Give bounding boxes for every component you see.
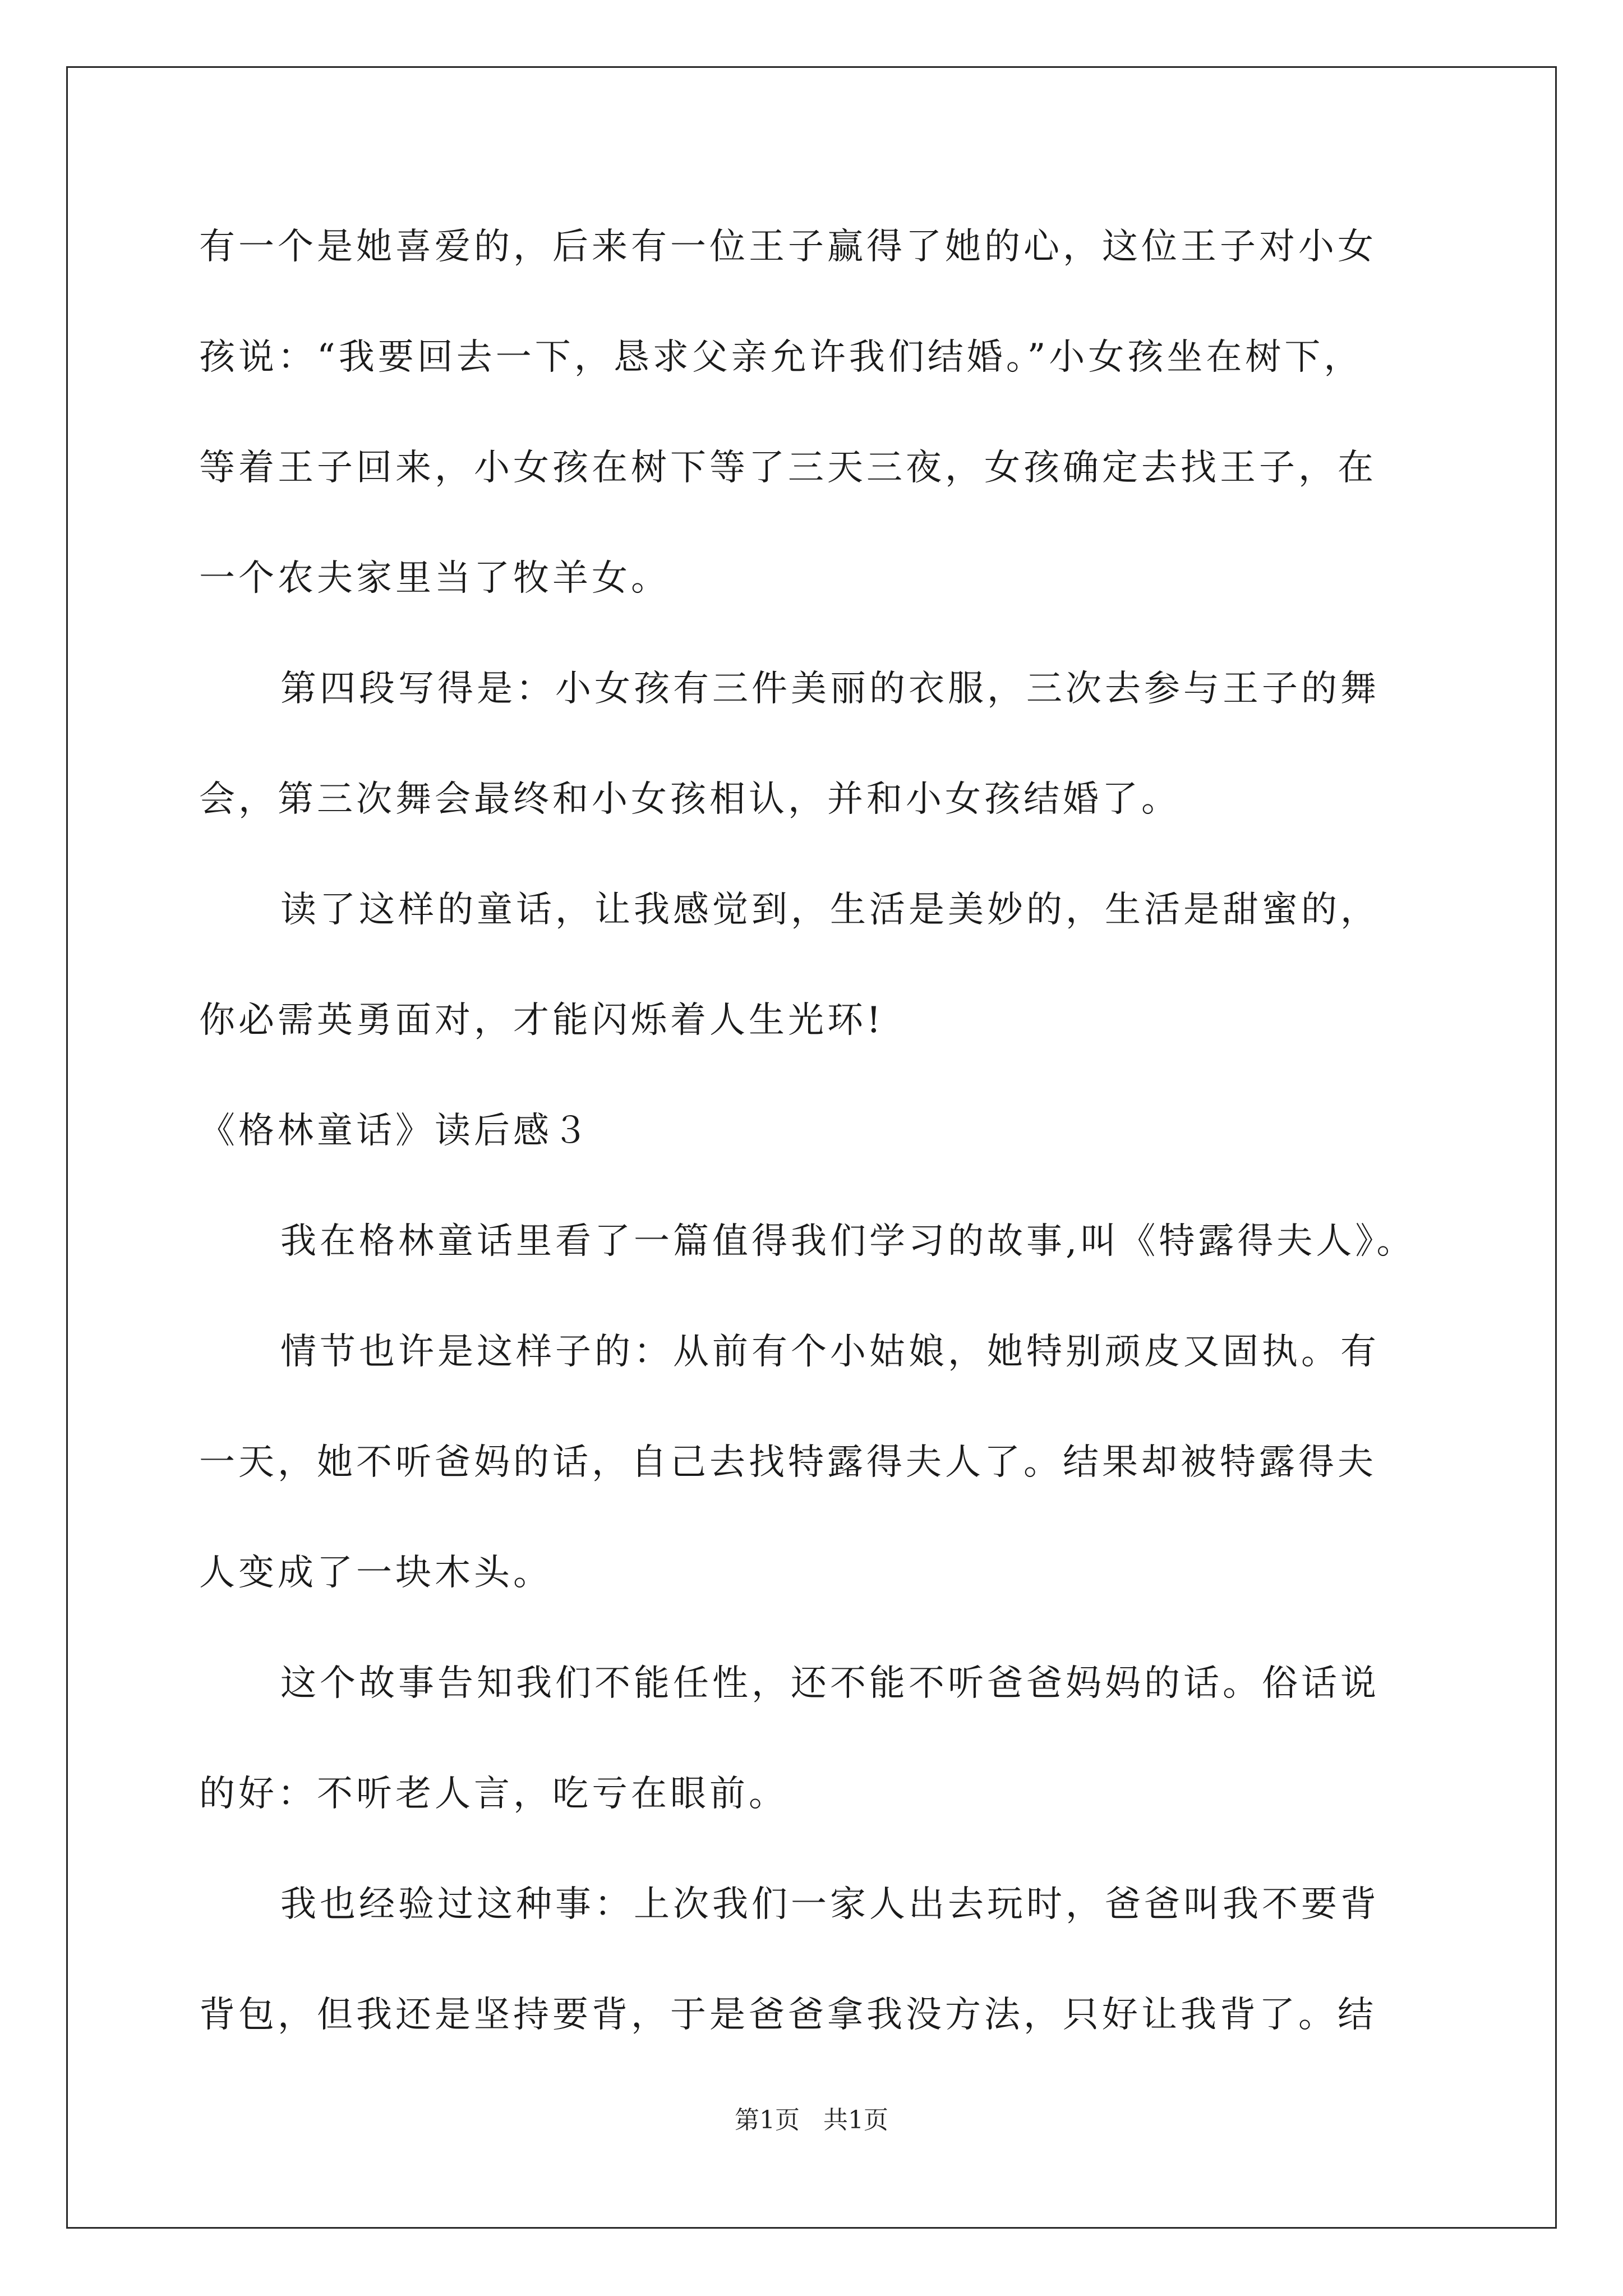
text-line: 会，第三次舞会最终和小女孩相认，并和小女孩结婚了。 bbox=[199, 779, 1181, 820]
paragraph-first-line: 这个故事告知我们不能任性，还不能不听爸爸妈妈的话。俗话说 bbox=[280, 1663, 1380, 1704]
paragraph-first-line: 情节也许是这样子的：从前有个小姑娘，她特别顽皮又固执。有 bbox=[280, 1331, 1380, 1373]
text-line: 的好：不听老人言，吃亏在眼前。 bbox=[199, 1773, 788, 1815]
paragraph-first-line: 我也经验过这种事：上次我们一家人出去玩时，爸爸叫我不要背 bbox=[280, 1884, 1380, 1925]
text-line: 孩说：“我要回去一下，恳求父亲允许我们结婚。”小女孩坐在树下， bbox=[199, 337, 1363, 378]
text-line: 背包，但我还是坚持要背，于是爸爸拿我没方法，只好让我背了。结 bbox=[199, 1994, 1377, 2036]
page-footer: 第1页 共1页 bbox=[735, 2106, 888, 2134]
text-line: 人变成了一块木头。 bbox=[199, 1552, 552, 1594]
paragraph-first-line: 第四段写得是：小女孩有三件美丽的衣服，三次去参与王子的舞 bbox=[280, 668, 1380, 710]
text-line: 你必需英勇面对，才能闪烁着人生光环! bbox=[199, 1000, 884, 1041]
section-heading: 《格林童话》读后感３ bbox=[199, 1110, 592, 1152]
text-line: 有一个是她喜爱的，后来有一位王子赢得了她的心，这位王子对小女 bbox=[199, 226, 1377, 268]
text-line: 一天，她不听爸妈的话，自己去找特露得夫人了。结果却被特露得夫 bbox=[199, 1442, 1377, 1483]
text-line: 等着王子回来，小女孩在树下等了三天三夜，女孩确定去找王子，在 bbox=[199, 447, 1377, 489]
paragraph-first-line: 我在格林童话里看了一篇值得我们学习的故事,叫《特露得夫人》。 bbox=[280, 1221, 1416, 1262]
paragraph-first-line: 读了这样的童话，让我感觉到，生活是美妙的，生活是甜蜜的， bbox=[280, 889, 1380, 931]
text-line: 一个农夫家里当了牧羊女。 bbox=[199, 558, 670, 599]
